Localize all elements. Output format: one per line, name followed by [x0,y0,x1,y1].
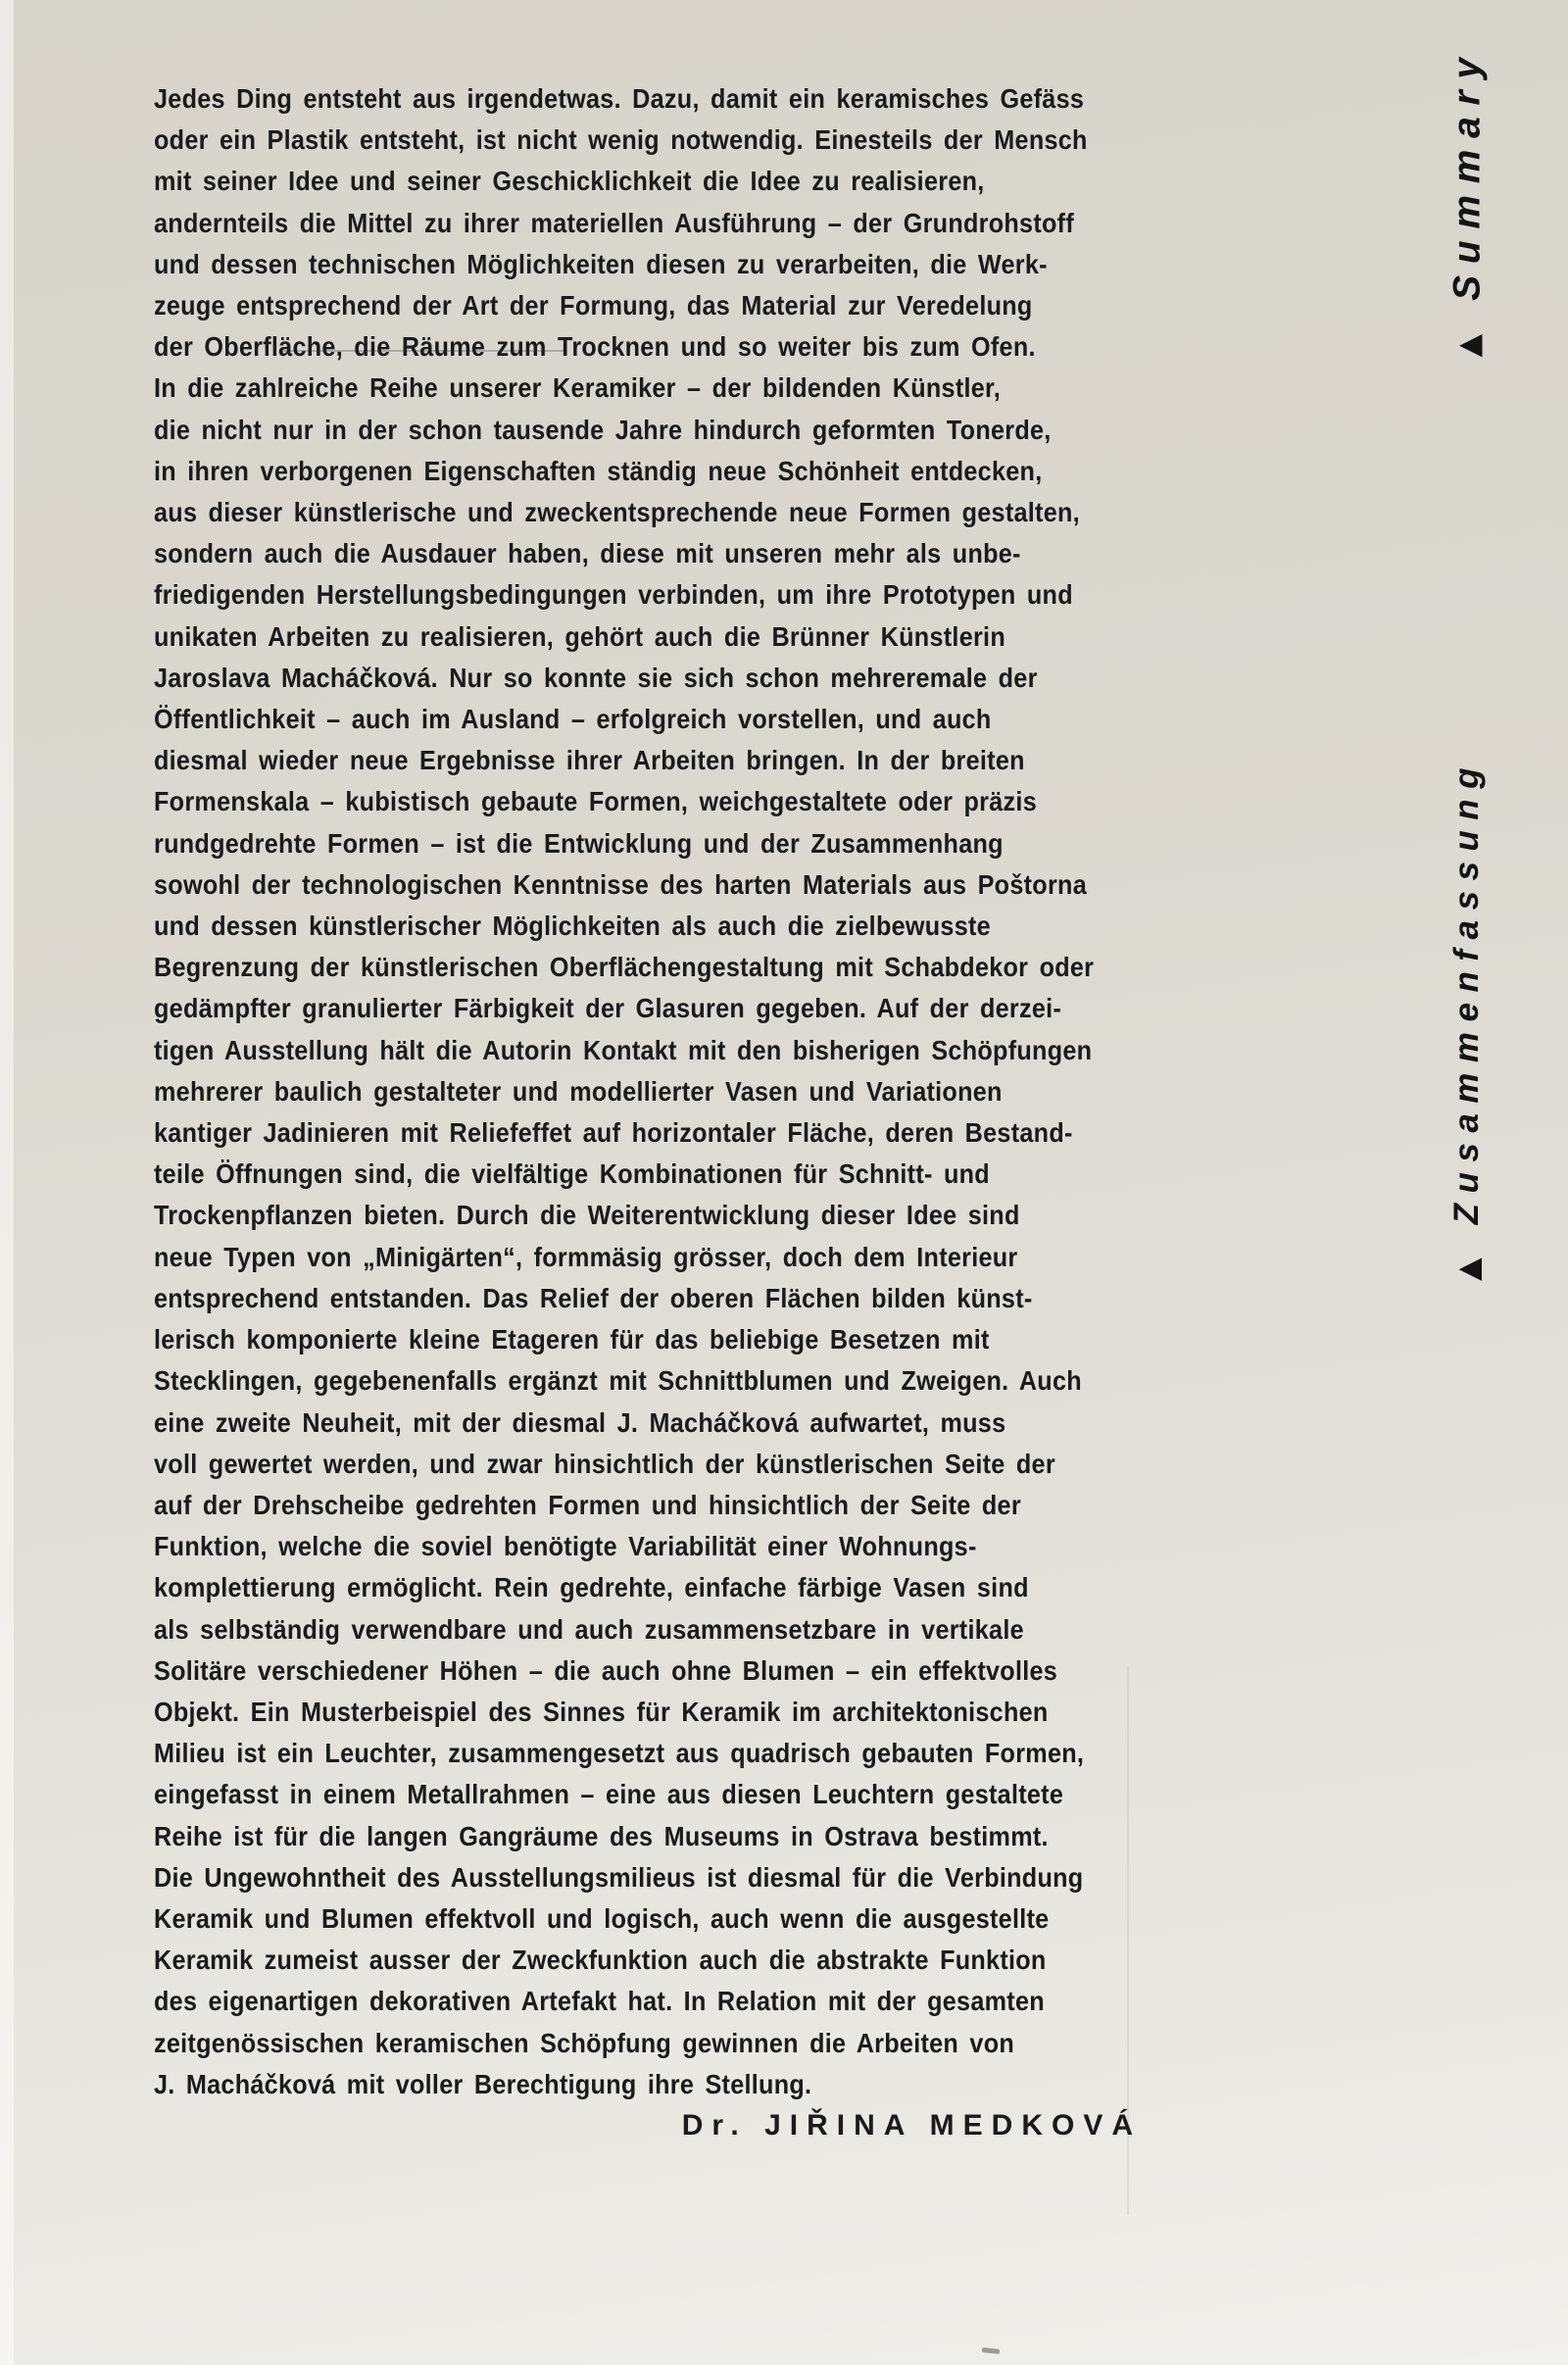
text-line: die nicht nur in der schon tausende Jahre hindurch geformten Tonerde, [154,414,1052,445]
text-line: diesmal wieder neue Ergebnisse ihrer Arbeiten bringen. In der breiten [154,745,1025,776]
text-line: des eigenartigen dekorativen Artefakt hat. In Relation mit der gesamten [154,1986,1045,2017]
text-line: und dessen künstlerischer Möglichkeiten als auch die zielbewusste [154,911,991,942]
text-line: In die zahlreiche Reihe unserer Keramiker – der bildenden Künstler, [154,372,1002,404]
text-line: andernteils die Mittel zu ihrer materiellen Ausführung – der Grundrohstoff [154,207,1074,238]
text-line: lerisch komponierte kleine Etageren für das beliebige Besetzen mit [154,1324,990,1355]
text-line: zeuge entsprechend der Art der Formung, das Material zur Veredelung [154,290,1033,321]
text-line: neue Typen von „Minigärten“, formmäsig grösser, doch dem Interieur [154,1241,1018,1272]
author-signature: Dr. JIŘINA MEDKOVÁ [681,2109,1142,2142]
text-line: Objekt. Ein Musterbeispiel des Sinnes für Keramik im architektonischen [154,1696,1049,1727]
text-line: aus dieser künstlerische und zweckentsprechende neue Formen gestalten, [154,497,1080,528]
text-line: komplettierung ermöglicht. Rein gedrehte, einfache färbige Vasen sind [154,1572,1029,1603]
text-line: friedigenden Herstellungsbedingungen verbinden, um ihre Prototypen und [154,579,1073,611]
text-line: Keramik zumeist ausser der Zweckfunktion auch die abstrakte Funktion [154,1945,1047,1976]
text-line: Formenskala – kubistisch gebaute Formen, weichgestaltete oder präzis [154,786,1037,817]
text-line: Öffentlichkeit – auch im Ausland – erfolgreich vorstellen, und auch [154,704,992,735]
summary-paragraph [154,78,1199,2105]
text-line: in ihren verborgenen Eigenschaften ständig neue Schönheit entdecken, [154,455,1043,486]
text-line: Jedes Ding entsteht aus irgendetwas. Dazu, damit ein keramisches Gefäss [154,83,1085,114]
text-line: sondern auch die Ausdauer haben, diese mit unseren mehr als unbe- [154,538,1021,569]
text-line: gedämpfter granulierter Färbigkeit der Glasuren gegeben. Auf der derzei- [154,993,1062,1024]
text-line: Begrenzung der künstlerischen Oberflächengestaltung mit Schabdekor oder [154,952,1095,983]
left-triangle-icon: ▲ [1447,325,1492,366]
text-line: sowohl der technologischen Kenntnisse des harten Materials aus Poštorna [154,868,1087,900]
text-line: teile Öffnungen sind, die vielfältige Kombinationen für Schnitt- und [154,1158,990,1190]
text-line: Die Ungewohntheit des Ausstellungsmilieus ist diesmal für die Verbindung [154,1861,1084,1893]
text-line: eingefasst in einem Metallrahmen – eine aus diesen Leuchtern gestaltete [154,1779,1064,1810]
text-line: mehrerer baulich gestalteter und modellierter Vasen und Variationen [154,1075,1003,1107]
text-line: tigen Ausstellung hält die Autorin Kontakt mit den bisherigen Schöpfungen [154,1034,1093,1065]
text-line: J. Macháčková mit voller Berechtigung ihre Stellung. [154,2068,812,2099]
text-line: der Oberfläche, die Räume zum Trocknen und so weiter bis zum Ofen. [154,331,1036,363]
text-line: Solitäre verschiedener Höhen – die auch ohne Blumen – ein effektvolles [154,1654,1058,1686]
page-left-edge [0,0,14,2365]
text-line: Trockenpflanzen bieten. Durch die Weiterentwicklung dieser Idee sind [154,1200,1020,1231]
text-line: Jaroslava Macháčková. Nur so konnte sie sich schon mehreremale der [154,662,1038,693]
margin-label-summary [1446,46,1492,366]
scan-artifact-crease [1127,1666,1129,2215]
text-line: und dessen technischen Möglichkeiten diesen zu verarbeiten, die Werk- [154,248,1048,279]
text-line: entsprechend entstanden. Das Relief der oberen Flächen bilden künst- [154,1282,1033,1313]
text-line: Reihe ist für die langen Gangräume des Museums in Ostrava bestimmt. [154,1820,1049,1851]
text-line: auf der Drehscheibe gedrehten Formen und hinsichtlich der Seite der [154,1489,1021,1520]
text-line: zeitgenössischen keramischen Schöpfung gewinnen die Arbeiten von [154,2027,1015,2058]
text-line: als selbständig verwendbare und auch zusammensetzbare in vertikale [154,1613,1024,1645]
text-line: mit seiner Idee und seiner Geschicklichkeit die Idee zu realisieren, [154,166,985,197]
margin-label-zusammenfassung [1446,740,1489,1289]
left-triangle-icon: ▲ [1447,1250,1491,1289]
text-line: Stecklingen, gegebenenfalls ergänzt mit Schnittblumen und Zweigen. Auch [154,1365,1082,1397]
text-line: voll gewertet werden, und zwar hinsichtlich der künstlerischen Seite der [154,1448,1055,1479]
paragraph-lines [154,78,1094,2105]
scan-artifact-underline [281,350,565,352]
text-line: Milieu ist ein Leuchter, zusammengesetzt aus quadrisch gebauten Formen, [154,1738,1085,1769]
text-line: oder ein Plastik entsteht, ist nicht wenig notwendig. Einesteils der Mensch [154,124,1088,156]
margin-label-summary-text: Summary [1446,46,1489,301]
text-line: Keramik und Blumen effektvoll und logisch, auch wenn die ausgestellte [154,1902,1050,1934]
text-line: kantiger Jadinieren mit Reliefeffet auf horizontaler Fläche, deren Bestand- [154,1117,1073,1149]
text-line: rundgedrehte Formen – ist die Entwicklung und der Zusammenhang [154,827,1004,859]
scan-artifact-speck [982,2347,1000,2354]
text-line: eine zweite Neuheit, mit der diesmal J. Macháčková aufwartet, muss [154,1406,1006,1438]
text-line: unikaten Arbeiten zu realisieren, gehört auch die Brünner Künstlerin [154,620,1005,652]
margin-label-zusammenfassung-text: Zusammenfassung [1447,757,1486,1225]
text-line: Funktion, welche die soviel benötigte Variabilität einer Wohnungs- [154,1531,977,1562]
